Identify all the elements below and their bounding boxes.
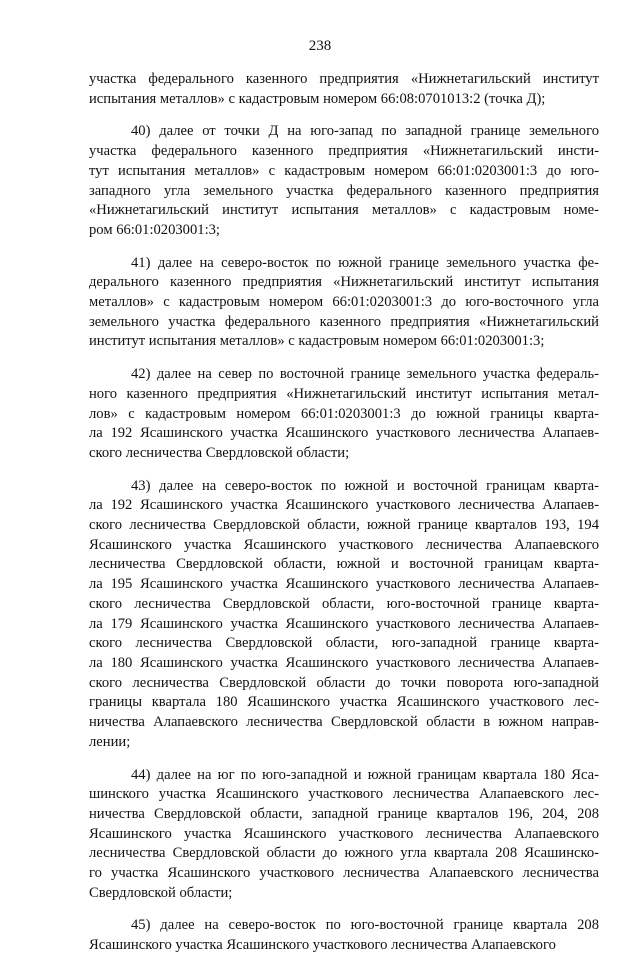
text-line: испытания металлов» с кадастровым номером 66:08:0701013:2 (точка Д); [89,90,546,107]
text-line: ла 195 Ясашинского участка Ясашинского участкового лесничества Алапаев- [89,576,599,593]
text-line: Свердловской области; [89,884,233,901]
text-line: ла 180 Ясашинского участка Ясашинского участкового лесничества Алапаев- [89,654,599,671]
text-line: шинского участка Ясашинского участкового лесничества Алапаевского лес- [89,786,599,803]
paragraph [89,365,599,464]
text-line: ного казенного предприятия «Нижнетагильский институт испытания метал- [89,385,599,402]
text-line: ского лесничества Свердловской области до точки поворота юго-западной [89,674,599,691]
text-line: ла 192 Ясашинского участка Ясашинского участкового лесничества Алапаев- [89,497,599,514]
text-line: ла 179 Ясашинского участка Ясашинского участкового лесничества Алапаев- [89,615,599,632]
text-line: металлов» с кадастровым номером 66:01:0203001:3 до юго-восточного угла [89,294,599,311]
text-line: ла 192 Ясашинского участка Ясашинского участкового лесничества Алапаев- [89,425,599,442]
text-line: Ясашинского участка Ясашинского участкового лесничества Алапаевского [89,937,556,954]
text-line: «Нижнетагильский институт испытания металлов» с кадастровым номе- [89,202,599,219]
text-line: ского лесничества Свердловской области, юго-западной границе кварта- [89,635,599,652]
text-line: ничества Свердловской области, западной границе кварталов 196, 204, 208 [89,805,599,822]
document-text [89,70,599,969]
text-line: 42) далее на север по восточной границе земельного участка федераль- [131,366,599,383]
text-line: ничества Алапаевского лесничества Свердловской области в южном направ- [89,714,599,731]
paragraph [89,70,599,109]
text-line: 44) далее на юг по юго-западной и южной границам квартала 180 Яса- [131,766,599,783]
text-line: лении; [89,733,131,750]
page-number: 238 [308,38,332,54]
text-line: лесничества Свердловской области, южной и восточной границам кварта- [89,556,599,573]
text-line: Ясашинского участка Ясашинского участкового лесничества Алапаевского [89,825,599,842]
text-line: западного угла земельного участка федерального казенного предприятия [89,182,599,199]
text-line: границы квартала 180 Ясашинского участка Ясашинского участкового лес- [89,694,599,711]
text-line: земельного участка федерального казенного предприятия «Нижнетагильский [89,313,599,330]
text-line: ского лесничества Свердловской области, юго-восточной границе кварта- [89,595,599,612]
text-line: го участка Ясашинского участкового лесничества Алапаевского лесничества [89,865,599,882]
text-line: 40) далее от точки Д на юго-запад по западной границе земельного [131,123,599,140]
paragraph [89,916,599,955]
text-line: ром 66:01:0203001:3; [89,221,220,238]
text-line: лов» с кадастровым номером 66:01:0203001:3 до южной границы кварта- [89,405,599,422]
text-line: 41) далее на северо-восток по южной границе земельного участка фе- [131,254,599,271]
text-line: Ясашинского участка Ясашинского участкового лесничества Алапаевского [89,536,599,553]
text-line: участка федерального казенного предприятия «Нижнетагильский институт [89,71,599,87]
text-line: дерального казенного предприятия «Нижнетагильский институт испытания [89,274,599,291]
text-line: ского лесничества Свердловской области; [89,444,350,461]
text-line: участка федерального казенного предприятия «Нижнетагильский инсти- [89,143,599,160]
text-line: 43) далее на северо-восток по южной и восточной границам кварта- [131,477,599,494]
paragraph [89,766,599,904]
paragraph [89,477,599,753]
text-line: тут испытания металлов» с кадастровым номером 66:01:0203001:3 до юго- [89,162,599,179]
text-line: ского лесничества Свердловской области, южной границе кварталов 193, 194 [89,517,599,534]
text-line: институт испытания металлов» с кадастровым номером 66:01:0203001:3; [89,333,545,350]
text-line: 45) далее на северо-восток по юго-восточной границе квартала 208 [131,917,599,934]
paragraph [89,254,599,353]
paragraph [89,122,599,240]
text-line: лесничества Свердловской области до южного угла квартала 208 Ясашинско- [89,845,599,862]
